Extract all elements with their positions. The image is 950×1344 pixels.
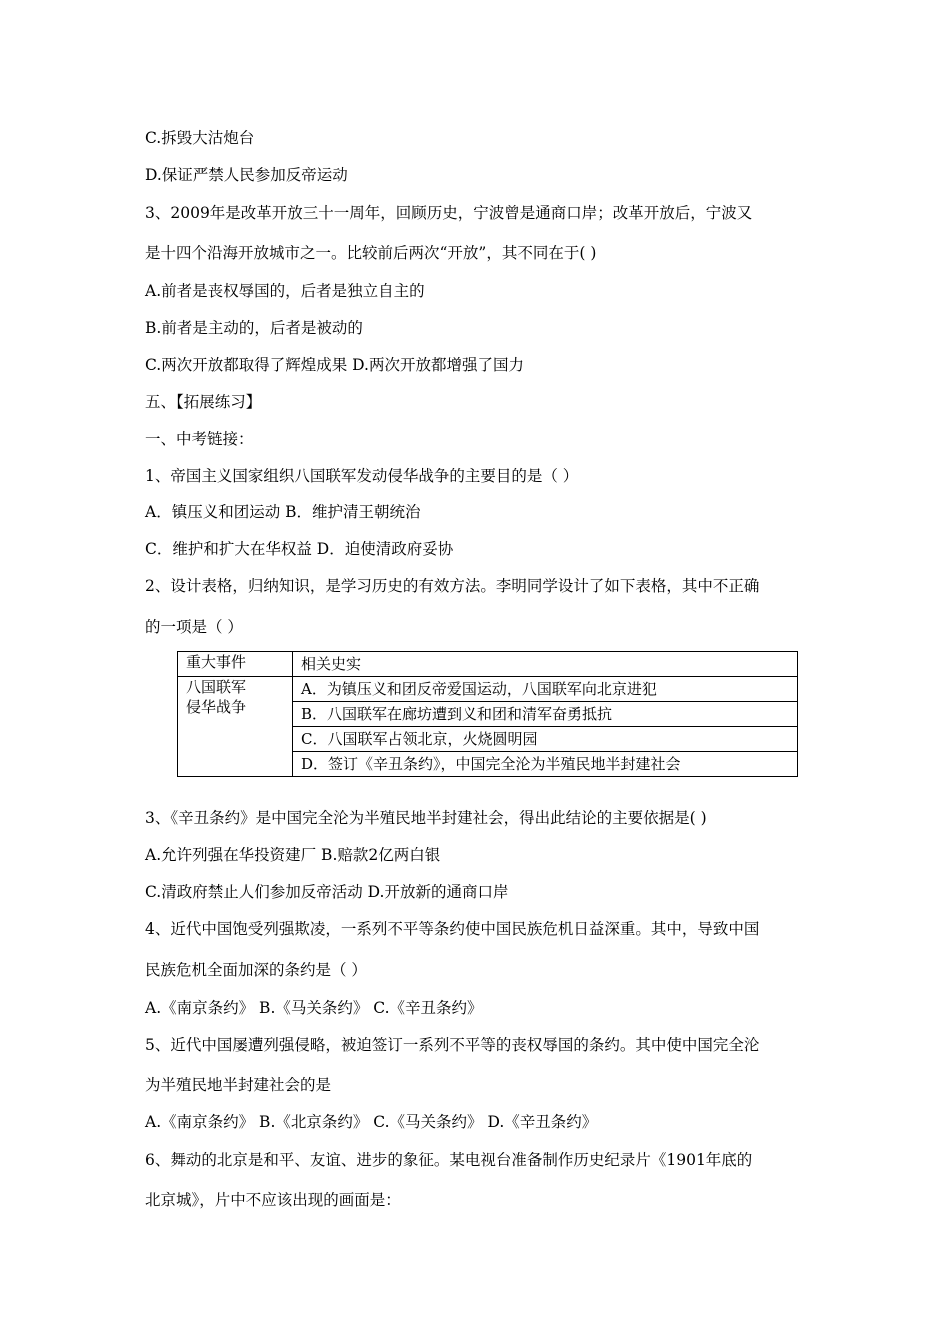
question-line: 为半殖民地半封建社会的是 <box>145 1076 332 1094</box>
option-line: B.前者是主动的，后者是被动的 <box>145 319 363 337</box>
question-line: 是十四个沿海开放城市之一。比较前后两次“开放”，其不同在于( ) <box>145 244 597 262</box>
fact-cell: D．签订《辛丑条约》，中国完全沦为半殖民地半封建社会 <box>293 752 798 777</box>
event-name-line: 八国联军 <box>186 678 247 696</box>
question-line: 1、帝国主义国家组织八国联军发动侵华战争的主要目的是（ ） <box>145 467 579 485</box>
option-line: A.《南京条约》 B.《北京条约》 C.《马关条约》 D.《辛丑条约》 <box>145 1113 598 1131</box>
fact-cell: A．为镇压义和团反帝爱国运动，八国联军向北京进犯 <box>293 677 798 702</box>
option-line: A．镇压义和团运动 B．维护清王朝统治 <box>145 503 421 521</box>
question-line: 5、近代中国屡遭列强侵略，被迫签订一系列不平等的丧权辱国的条约。其中使中国完全沦 <box>145 1036 760 1054</box>
question-line: 2、设计表格，归纳知识，是学习历史的有效方法。李明同学设计了如下表格，其中不正确 <box>145 577 760 595</box>
option-line: A.前者是丧权辱国的，后者是独立自主的 <box>145 282 425 300</box>
option-line: C.清政府禁止人们参加反帝活动 D.开放新的通商口岸 <box>145 883 509 901</box>
history-facts-table <box>177 651 798 777</box>
option-line: C.两次开放都取得了辉煌成果 D.两次开放都增强了国力 <box>145 356 524 374</box>
question-line: 3、《辛丑条约》是中国完全沦为半殖民地半封建社会，得出此结论的主要依据是( ) <box>145 809 707 827</box>
fact-cell: B．八国联军在廊坊遭到义和团和清军奋勇抵抗 <box>293 702 798 727</box>
event-name-line: 侵华战争 <box>186 698 247 716</box>
event-cell <box>178 677 293 777</box>
question-line: 北京城》，片中不应该出现的画面是： <box>145 1191 401 1209</box>
question-line: 3、2009年是改革开放三十一周年，回顾历史，宁波曾是通商口岸；改革开放后，宁波又 <box>145 204 753 222</box>
option-line: D.保证严禁人民参加反帝运动 <box>145 166 348 184</box>
question-line: 4、近代中国饱受列强欺凌，一系列不平等条约使中国民族危机日益深重。其中，导致中国 <box>145 920 760 938</box>
option-line: C.拆毁大沽炮台 <box>145 129 255 147</box>
section-heading: 五、【拓展练习】 <box>145 393 262 411</box>
option-line: A.允许列强在华投资建厂 B.赔款2亿两白银 <box>145 846 441 864</box>
fact-cell: C．八国联军占领北京，火烧圆明园 <box>293 727 798 752</box>
option-line: A.《南京条约》 B.《马关条约》 C.《辛丑条约》 <box>145 999 483 1017</box>
option-line: C．维护和扩大在华权益 D．迫使清政府妥协 <box>145 540 454 558</box>
table-header-row <box>178 652 798 677</box>
question-line: 民族危机全面加深的条约是（ ） <box>145 961 367 979</box>
question-line: 的一项是（ ） <box>145 618 243 636</box>
table-row <box>178 677 798 702</box>
question-line: 6、舞动的北京是和平、友谊、进步的象征。某电视台准备制作历史纪录片《1901年底的 <box>145 1151 753 1169</box>
table-header-cell: 重大事件 <box>178 652 293 677</box>
subsection-heading: 一、中考链接： <box>145 430 254 448</box>
table-header-cell: 相关史实 <box>293 652 798 677</box>
